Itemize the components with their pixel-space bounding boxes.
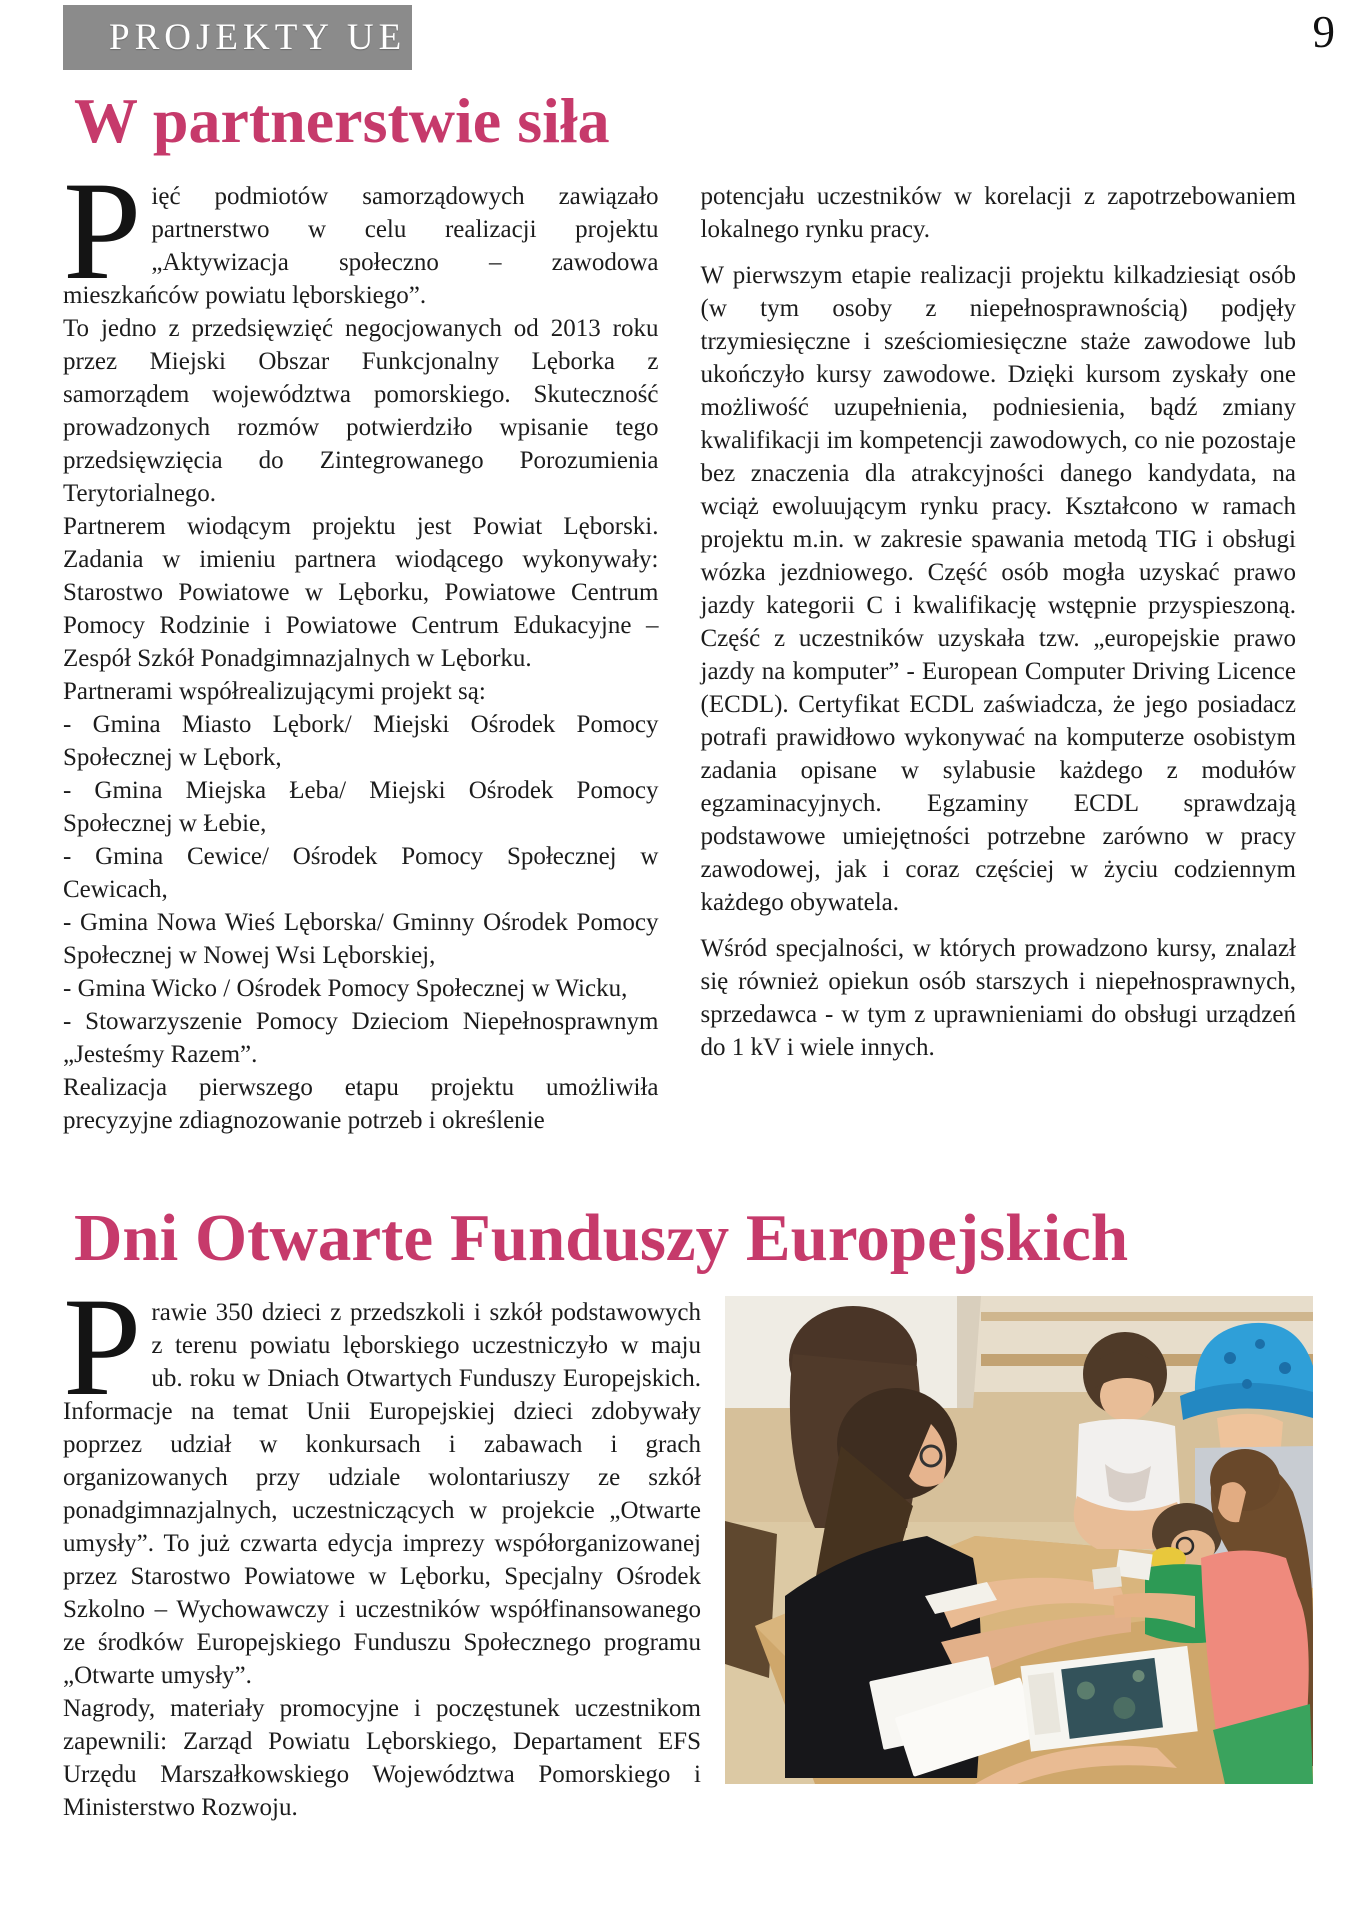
- dropcap-letter: P: [63, 1269, 142, 1425]
- section-header-bar: [63, 5, 412, 70]
- paragraph: To jedno z przedsięwzięć negocjowanych od 2013 roku przez Miejski Obszar Funkcjonalny Lęborka z samorządem województwa pomorskiego. Skuteczność prowadzonych rozmów potwierdziło wpisanie tego przedsięwzięcia do Zintegrowanego Porozumienia Terytorialnego.: [63, 315, 659, 507]
- paragraph: Nagrody, materiały promocyjne i poczęstunek uczestnikom zapewnili: Zarząd Powiatu Lęborskiego, Departament EFS Urzędu Marszałkowskiego Województwa Pomorskiego i Ministerstwo Rozwoju.: [63, 1695, 701, 1821]
- list-item: - Gmina Miasto Lębork/ Miejski Ośrodek Pomocy Społecznej w Lębork,: [63, 711, 659, 771]
- article1-columns: [63, 153, 1296, 1137]
- list-item: - Gmina Nowa Wieś Lęborska/ Gminny Ośrodek Pomocy Społecznej w Nowej Wsi Lęborskiej,: [63, 909, 659, 969]
- article1-title: W partnerstwie siła: [74, 85, 610, 156]
- list-item: - Gmina Miejska Łeba/ Miejski Ośrodek Pomocy Społecznej w Łebie,: [63, 777, 659, 837]
- paragraph-text: rawie 350 dzieci z przedszkoli i szkół podstawowych z terenu powiatu lęborskiego uczestniczyło w maju ub. roku w Dniach Otwartych Funduszy Europejskich. Informacje na temat Unii Europejskiej dzieci zdobywały poprzez udział w konkursach i zabawach i grach organizowanych przy udziale wolontariuszy ze szkół ponadgimnazjalnych, uczestniczących w projekcie „Otwarte umysły”. To już czwarta edycja imprezy współorganizowanej przez Starostwo Powiatowe w Lęborku, Specjalny Ośrodek Szkolno – Wychowawczy i uczestników współfinansowanego ze środków Europejskiego Funduszu Społecznego programu „Otwarte umysły”.: [63, 1299, 701, 1689]
- paragraph: W pierwszym etapie realizacji projektu kilkadziesiąt osób (w tym osoby z niepełnosprawnością) podjęły trzymiesięczne i sześciomiesięczne staże zawodowe lub ukończyło kursy zawodowe. Dzięki kursom zyskały one możliwość uzupełnienia, podniesienia, bądź zmiany kwalifikacji im kompetencji zawodowych, co nie pozostaje bez znaczenia dla atrakcyjności danego kandydata, na wciąż ewoluującym rynku pracy. Kształcono w ramach projektu m.in. w zakresie spawania metodą TIG i obsługi wózka jezdniowego. Część osób mogła uzyskać prawo jazdy kategorii C i kwalifikację wstępnie przyspieszoną. Część z uczestników uzyskała tzw. „europejskie prawo jazdy na komputer” - European Computer Driving Licence (ECDL). Certyfikat ECDL zaświadcza, że jego posiadacz potrafi prawidłowo wykonywać na komputerze osobistym zadania opisane w sylabusie każdego z modułów egzaminacyjnych. Egzaminy ECDL sprawdzają podstawowe umiejętności potrzebne zarówno w pracy zawodowej, jak i coraz częściej w życiu codziennym każdego obywatela.: [700, 262, 1296, 916]
- article1-left-column: [63, 153, 659, 1137]
- article-photo: [725, 1296, 1313, 1784]
- paragraph: [63, 153, 659, 312]
- paragraph-text: ięć podmiotów samorządowych zawiązało partnerstwo w celu realizacji projektu „Aktywizacja społeczno – zawodowa mieszkańców powiatu lęborskiego”.: [63, 183, 659, 309]
- paragraph: Partnerem wiodącym projektu jest Powiat Lęborski. Zadania w imieniu partnera wiodącego wykonywały: Starostwo Powiatowe w Lęborku, Powiatowe Centrum Pomocy Rodzinie i Powiatowe Centrum Edukacyjne – Zespół Szkół Ponadgimnazjalnych w Lęborku.: [63, 513, 659, 672]
- paragraph: [63, 1269, 701, 1692]
- paragraph: potencjału uczestników w korelacji z zapotrzebowaniem lokalnego rynku pracy.: [700, 183, 1296, 243]
- page-number: 9: [1312, 7, 1335, 57]
- list-item: - Gmina Wicko / Ośrodek Pomocy Społecznej w Wicku,: [63, 975, 628, 1002]
- paragraph: Partnerami współrealizującymi projekt są:: [63, 678, 486, 705]
- section-label: PROJEKTY UE: [109, 17, 407, 58]
- paragraph: Wśród specjalności, w których prowadzono kursy, znalazł się również opiekun osób starszych i niepełnosprawnych, sprzedawca - w tym z uprawnieniami do obsługi urządzeń do 1 kV i wiele innych.: [700, 935, 1296, 1061]
- list-item: - Gmina Cewice/ Ośrodek Pomocy Społecznej w Cewicach,: [63, 843, 659, 903]
- article1-right-column: [701, 180, 1297, 1137]
- list-item: - Stowarzyszenie Pomocy Dzieciom Niepełnosprawnym „Jesteśmy Razem”.: [63, 1008, 659, 1068]
- dropcap-letter: P: [63, 153, 142, 309]
- paragraph: Realizacja pierwszego etapu projektu umożliwiła precyzyjne zdiagnozowanie potrzeb i określenie: [63, 1074, 659, 1134]
- children-at-table-photo: [725, 1296, 1313, 1784]
- article2-left-column: [63, 1269, 701, 1824]
- article2-columns: [63, 1269, 1313, 1824]
- article2-title: Dni Otwarte Funduszy Europejskich: [74, 1201, 1129, 1275]
